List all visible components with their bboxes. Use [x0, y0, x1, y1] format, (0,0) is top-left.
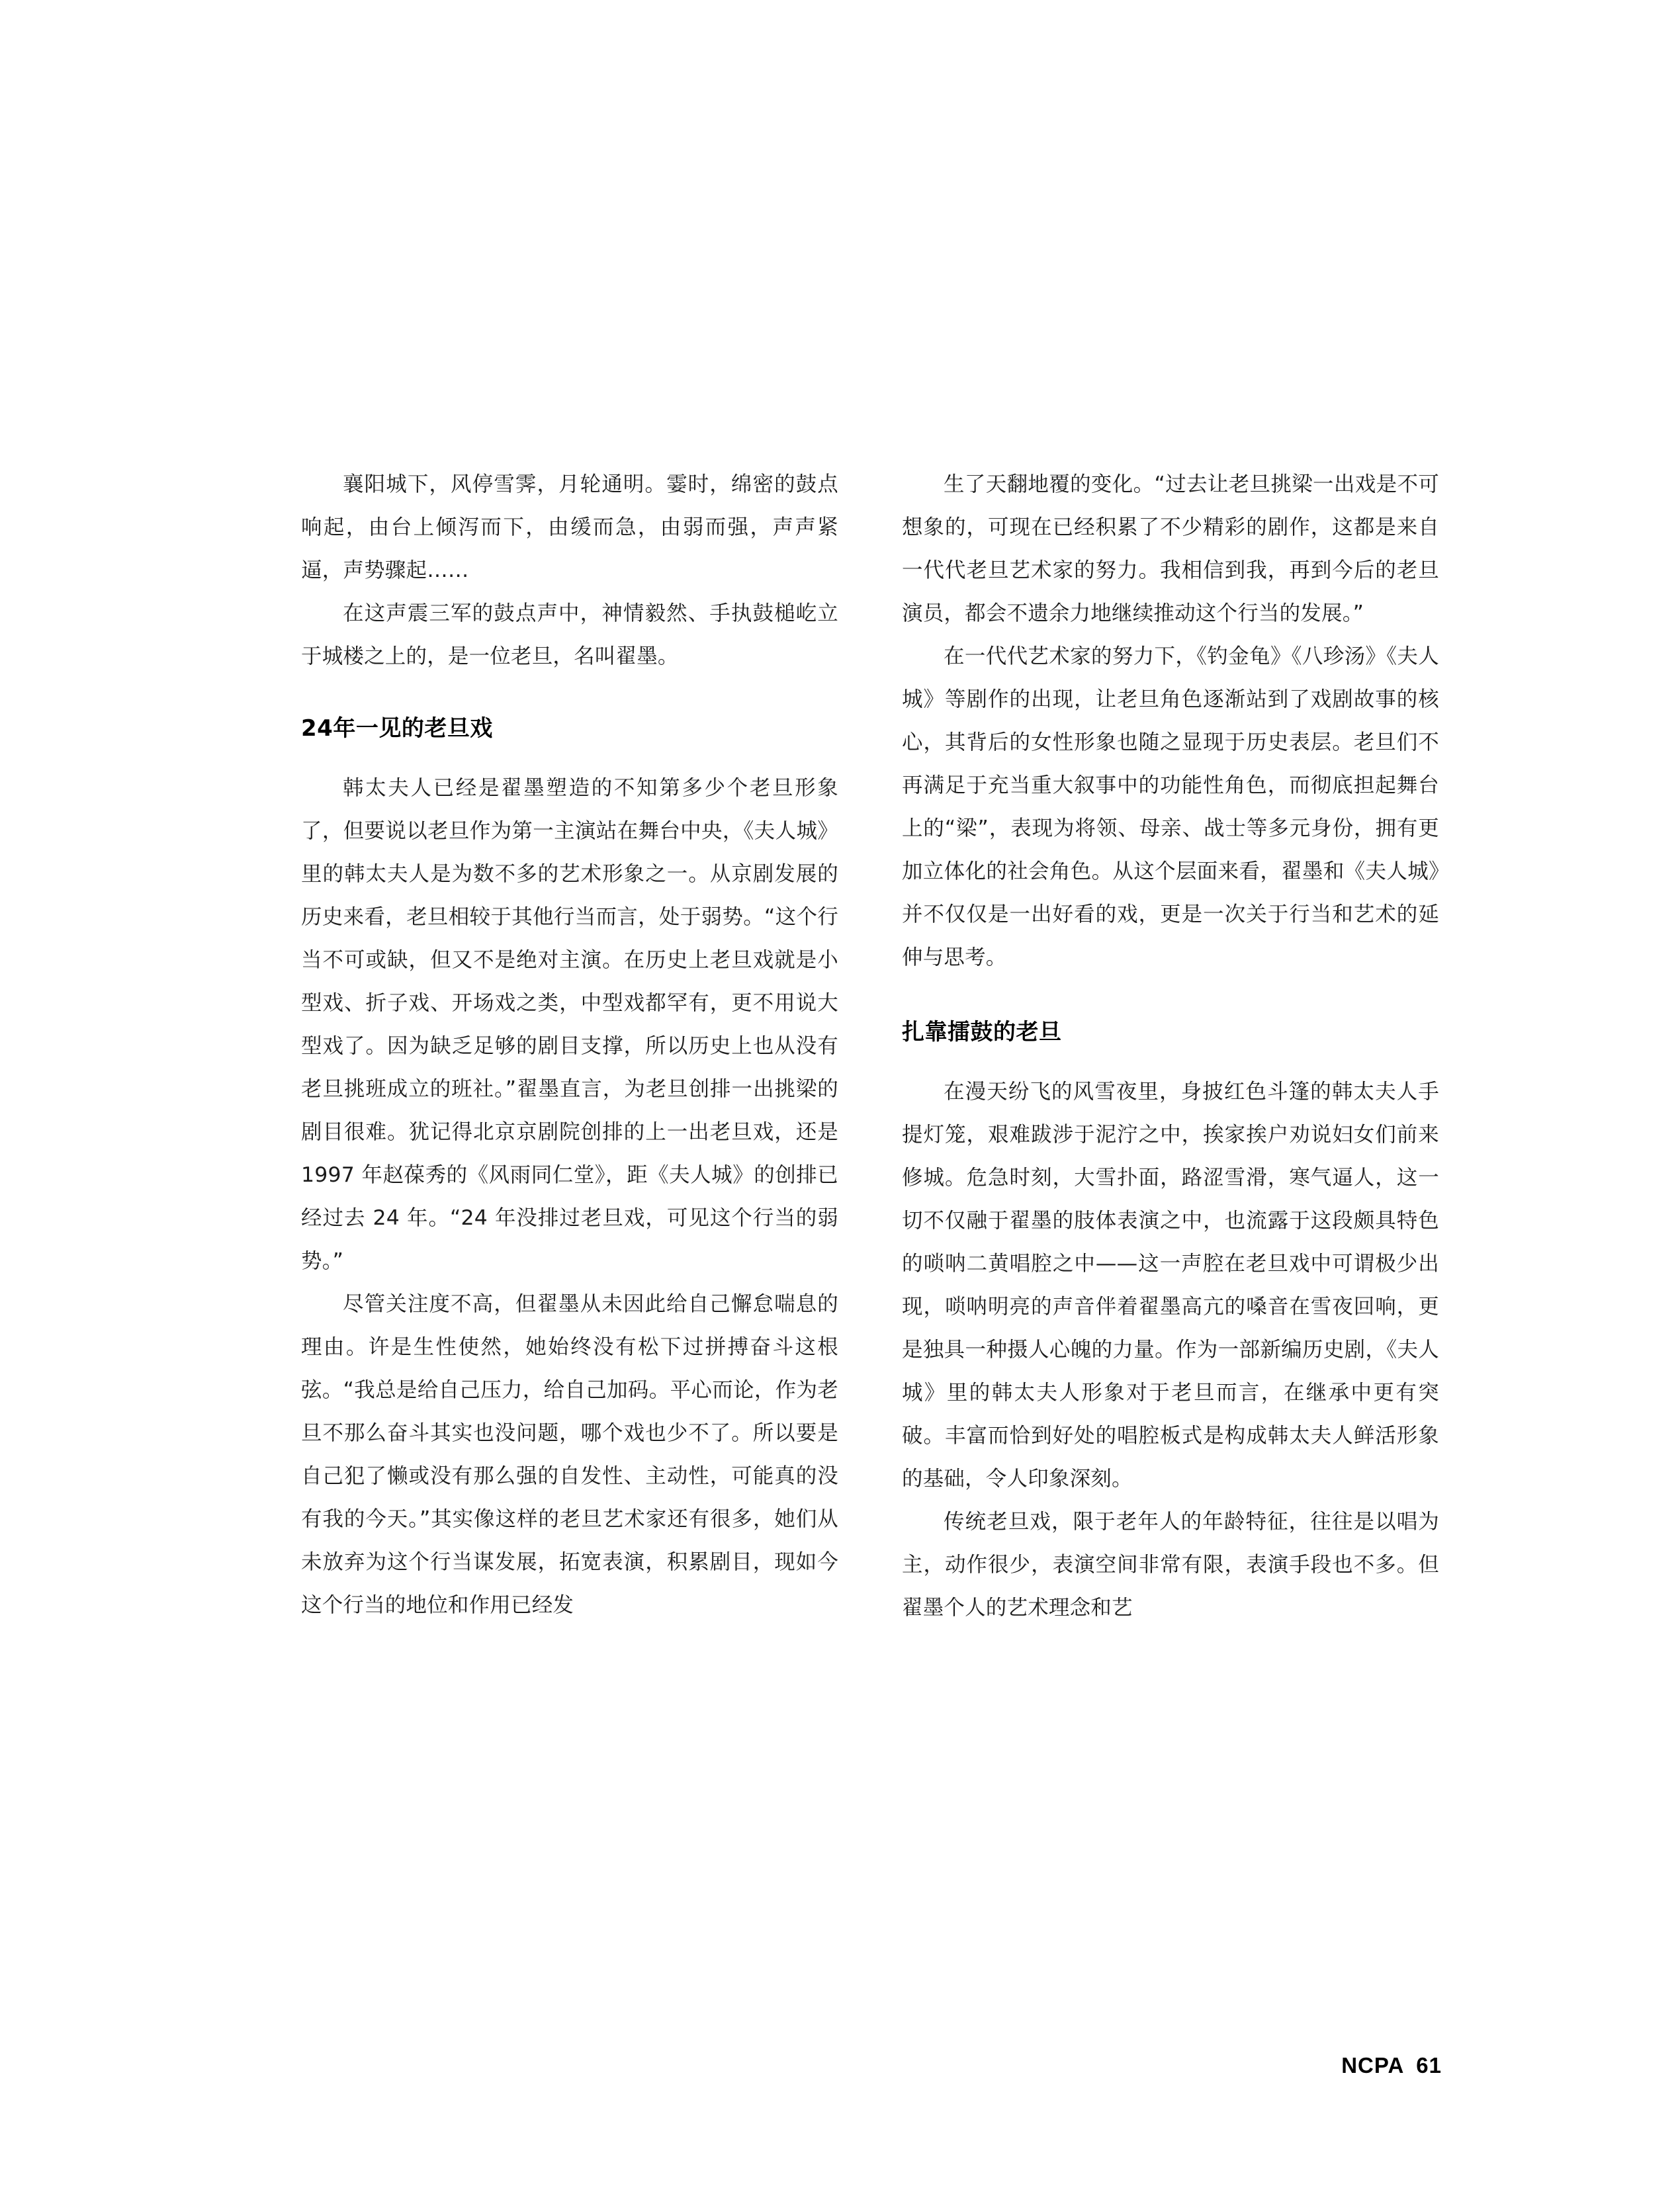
paragraph: 在漫天纷飞的风雪夜里，身披红色斗篷的韩太夫人手提灯笼，艰难跋涉于泥泞之中，挨家挨户劝说妇女们前来修城。危急时刻，大雪扑面，路涩雪滑，寒气逼人，这一切不仅融于翟墨的肢体表演之中，也流露于这段颇具特色的唢呐二黄唱腔之中——这一声腔在老旦戏中可谓极少出现，唢呐明亮的声音伴着翟墨高亢的嗓音在雪夜回响，更是独具一种摄人心魄的力量。作为一部新编历史剧，《夫人城》里的韩太夫人形象对于老旦而言，在继承中更有突破。丰富而恰到好处的唱腔板式是构成韩太夫人鲜活形象的基础，令人印象深刻。	[902, 1080, 1439, 1491]
left-column	[301, 463, 838, 1630]
paragraph: 襄阳城下，风停雪霁，月轮通明。霎时，绵密的鼓点响起，由台上倾泻而下，由缓而急，由弱而强，声声紧逼，声势骤起……	[301, 472, 838, 582]
publication-brand: NCPA	[1341, 2053, 1405, 2078]
article-columns	[301, 463, 1439, 1630]
paragraph: 韩太夫人已经是翟墨塑造的不知第多少个老旦形象了，但要说以老旦作为第一主演站在舞台中央，《夫人城》里的韩太夫人是为数不多的艺术形象之一。从京剧发展的历史来看，老旦相较于其他行当而言，处于弱势。“这个行当不可或缺，但又不是绝对主演。在历史上老旦戏就是小型戏、折子戏、开场戏之类，中型戏都罕有，更不用说大型戏了。因为缺乏足够的剧目支撑，所以历史上也从没有老旦挑班成立的班社。”翟墨直言，为老旦创排一出挑梁的剧目很难。犹记得北京京剧院创排的上一出老旦戏，还是 1997 年赵葆秀的《风雨同仁堂》，距《夫人城》的创排已经过去 24 年。“24 年没排过老旦戏，可见这个行当的弱势。”	[301, 776, 838, 1273]
paragraph: 传统老旦戏，限于老年人的年龄特征，往往是以唱为主，动作很少，表演空间非常有限，表演手段也不多。但翟墨个人的艺术理念和艺	[902, 1510, 1439, 1620]
page-footer	[1341, 2053, 1442, 2078]
paragraph: 在一代代艺术家的努力下，《钓金龟》《八珍汤》《夫人城》等剧作的出现，让老旦角色逐渐站到了戏剧故事的核心，其背后的女性形象也随之显现于历史表层。老旦们不再满足于充当重大叙事中的功能性角色，而彻底担起舞台上的“梁”，表现为将领、母亲、战士等多元身份，拥有更加立体化的社会角色。从这个层面来看，翟墨和《夫人城》并不仅仅是一出好看的戏，更是一次关于行当和艺术的延伸与思考。	[902, 644, 1439, 969]
right-column	[902, 463, 1439, 1630]
section-heading-1: 24年一见的老旦戏	[301, 715, 493, 742]
paragraph: 生了天翻地覆的变化。“过去让老旦挑梁一出戏是不可想象的，可现在已经积累了不少精彩的剧作，这都是来自一代代老旦艺术家的努力。我相信到我，再到今后的老旦演员，都会不遗余力地继续推动这个行当的发展。”	[902, 472, 1439, 625]
paragraph: 在这声震三军的鼓点声中，神情毅然、手执鼓槌屹立于城楼之上的，是一位老旦，名叫翟墨。	[301, 601, 838, 668]
page-number: 61	[1416, 2053, 1442, 2078]
section-heading-2: 扎靠擂鼓的老旦	[902, 1019, 1062, 1045]
paragraph: 尽管关注度不高，但翟墨从未因此给自己懈怠喘息的理由。许是生性使然，她始终没有松下过拼搏奋斗这根弦。“我总是给自己压力，给自己加码。平心而论，作为老旦不那么奋斗其实也没问题，哪个戏也少不了。所以要是自己犯了懒或没有那么强的自发性、主动性，可能真的没有我的今天。”其实像这样的老旦艺术家还有很多，她们从未放弃为这个行当谋发展，拓宽表演，积累剧目，现如今这个行当的地位和作用已经发	[301, 1292, 838, 1617]
